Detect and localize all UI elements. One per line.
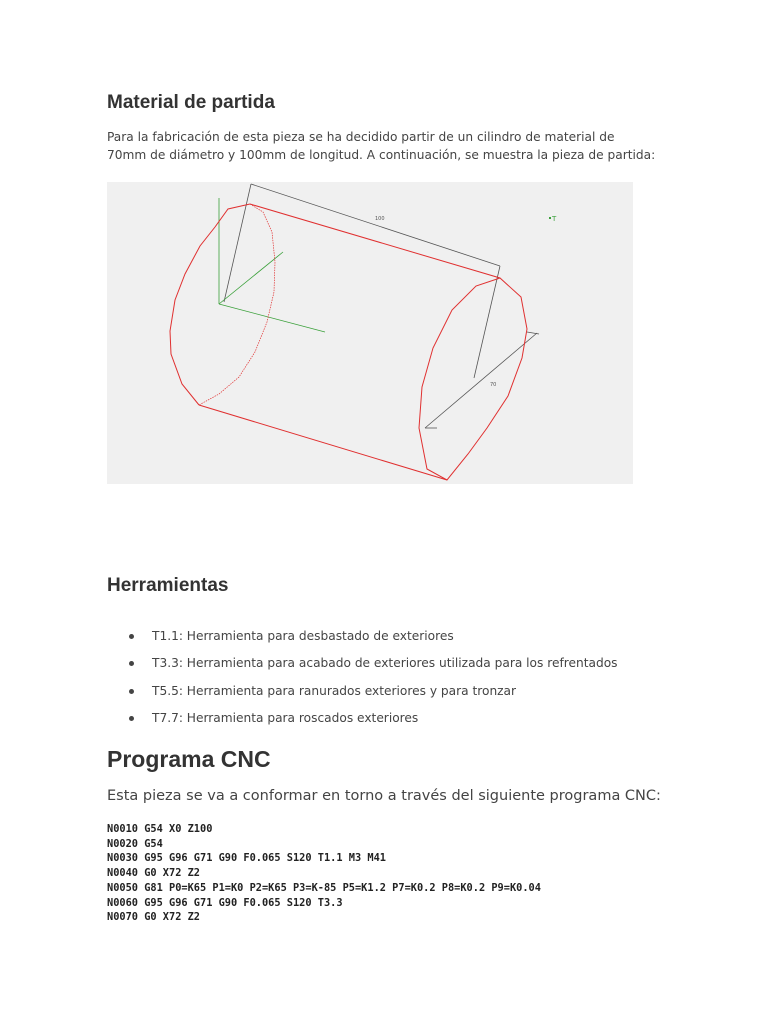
list-item	[107, 681, 647, 708]
cnc-intro-paragraph: Esta pieza se va a conformar en torno a través del siguiente programa CNC:	[107, 788, 661, 804]
coordinate-axes	[219, 198, 325, 332]
cylinder-drawing	[107, 182, 633, 484]
tool-list	[107, 626, 647, 735]
list-item	[107, 708, 647, 735]
code-line: N0060 G95 G96 G71 G90 F0.065 S120 T3.3	[107, 896, 343, 909]
code-line: N0070 G0 X72 Z2	[107, 911, 200, 924]
code-line: N0010 G54 X0 Z100	[107, 823, 213, 835]
section-title-material: Material de partida	[107, 92, 275, 113]
x-axis	[219, 304, 325, 332]
code-line: N0030 G95 G96 G71 G90 F0.065 S120 T1.1 M3 M41	[107, 852, 386, 865]
cylinder-outline	[170, 204, 527, 480]
cylinder-figure	[107, 182, 633, 484]
list-item	[107, 626, 647, 653]
bullet-icon	[129, 689, 134, 694]
code-line: N0050 G81 P0=K65 P1=K0 P2=K65 P3=K-85 P5=K1.2 P7=K0.2 P8=K0.2 P9=K0.04	[107, 881, 541, 894]
diameter-label: 70	[490, 382, 497, 388]
diameter-tick	[527, 332, 539, 334]
tool-marker-label: T	[552, 215, 557, 223]
tool-item-text: T7.7: Herramienta para roscados exteriores	[152, 710, 419, 725]
tool-marker-dot	[549, 217, 551, 219]
bullet-icon	[129, 661, 134, 666]
intro-paragraph: Para la fabricación de esta pieza se ha decidido partir de un cilindro de material de 70mm de diámetro y 100mm de longitud. A continuación, se muestra la pieza de partida:	[107, 130, 656, 162]
tool-item-text: T5.5: Herramienta para ranurados exteriores y para tronzar	[152, 683, 517, 698]
tool-marker	[549, 215, 557, 223]
cnc-code-block	[107, 822, 541, 925]
tool-item-text: T3.3: Herramienta para acabado de exteriores utilizada para los refrentados	[152, 656, 618, 671]
tool-item-text: T1.1: Herramienta para desbastado de exteriores	[152, 629, 454, 643]
code-line: N0040 G0 X72 Z2	[107, 867, 200, 880]
length-label: 100	[375, 216, 385, 222]
length-extension-left	[224, 184, 251, 302]
z-axis	[219, 252, 283, 304]
list-item	[107, 653, 647, 680]
cylinder-bottom-edge	[199, 405, 447, 480]
section-title-herramientas: Herramientas	[107, 575, 229, 596]
left-end-outline	[170, 204, 250, 405]
length-dimension-line	[251, 184, 500, 266]
left-end-hidden-edge	[199, 204, 275, 405]
right-end-outline	[250, 204, 527, 480]
bullet-icon	[129, 716, 134, 721]
section-title-programa-cnc: Programa CNC	[107, 746, 271, 772]
bullet-icon	[129, 634, 134, 639]
code-line: N0020 G54	[107, 837, 163, 850]
